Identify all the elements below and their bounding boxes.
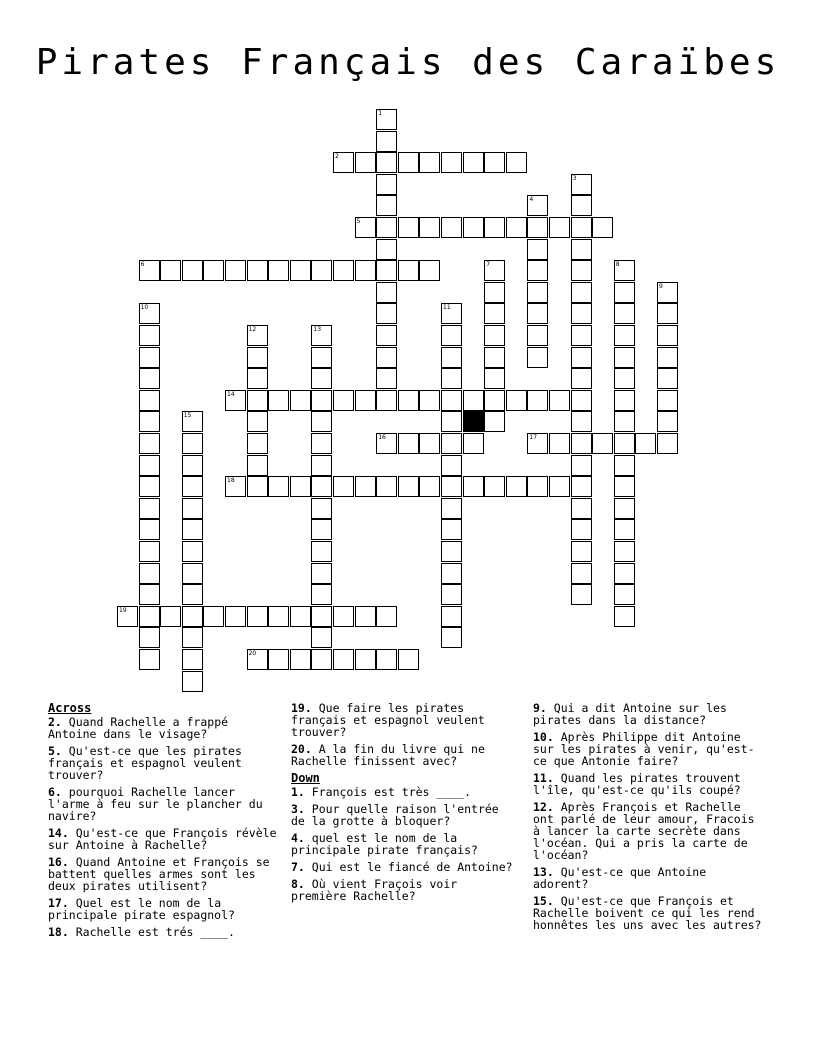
grid-cell[interactable]: [203, 260, 224, 281]
grid-cell[interactable]: [527, 476, 548, 497]
cell-number: 3: [572, 174, 577, 182]
grid-cell[interactable]: [139, 455, 160, 476]
grid-cell[interactable]: [484, 347, 505, 368]
grid-cell[interactable]: [614, 584, 635, 605]
grid-cell[interactable]: [182, 411, 203, 432]
grid-cell[interactable]: [614, 563, 635, 584]
grid-cell[interactable]: [139, 433, 160, 454]
grid-cell[interactable]: [398, 260, 419, 281]
grid-cell[interactable]: [376, 131, 397, 152]
cell-number: 8: [615, 261, 620, 269]
grid-cell[interactable]: [571, 563, 592, 584]
cell-number: 11: [443, 304, 451, 312]
grid-cell[interactable]: [182, 476, 203, 497]
grid-cell[interactable]: [549, 390, 570, 411]
down-heading: Down: [291, 771, 320, 785]
grid-cell[interactable]: [311, 606, 332, 627]
grid-cell[interactable]: [571, 347, 592, 368]
grid-cell[interactable]: [160, 260, 181, 281]
grid-cell[interactable]: [355, 476, 376, 497]
clue-across-2: 2. Quand Rachelle a frappé Antoine dans le visage?: [48, 715, 229, 741]
cell-number: 10: [140, 304, 149, 312]
grid-cell[interactable]: [527, 217, 548, 238]
grid-cell[interactable]: [182, 519, 203, 540]
cell-number: 9: [659, 282, 663, 290]
grid-cell[interactable]: [376, 195, 397, 216]
grid-cell[interactable]: [139, 541, 160, 562]
grid-cell[interactable]: [441, 627, 462, 648]
grid-cell[interactable]: [657, 325, 678, 346]
grid-cell[interactable]: [311, 411, 332, 432]
grid-cell[interactable]: [290, 606, 311, 627]
grid-cell[interactable]: [311, 368, 332, 389]
grid-cell[interactable]: [376, 282, 397, 303]
cell-number: 6: [140, 261, 145, 269]
grid-cell[interactable]: [571, 519, 592, 540]
cell-number: 12: [248, 326, 257, 333]
cell-number: 15: [183, 412, 192, 420]
grid-cell[interactable]: [376, 325, 397, 346]
grid-cell[interactable]: [311, 563, 332, 584]
grid-cell[interactable]: [484, 411, 505, 432]
grid-cell[interactable]: [571, 260, 592, 281]
grid-cell[interactable]: [549, 217, 570, 238]
grid-cell[interactable]: [311, 433, 332, 454]
grid-cell[interactable]: [484, 368, 505, 389]
clue-across-14: 14. Qu'est-ce que François révèle sur Antoine à Rachelle?: [48, 826, 277, 852]
cell-number: 14: [227, 390, 235, 398]
grid-cell[interactable]: [182, 455, 203, 476]
grid-cell[interactable]: [333, 390, 354, 411]
clue-down-3: 3. Pour quelle raison l'entrée de la grotte à bloquer?: [291, 802, 499, 828]
grid-cell[interactable]: [333, 649, 354, 670]
grid-cell[interactable]: [398, 649, 419, 670]
grid-cell[interactable]: [182, 541, 203, 562]
grid-cell[interactable]: [506, 390, 527, 411]
grid-cell[interactable]: [527, 195, 548, 216]
page-title: Pirates Français des Caraïbes: [35, 42, 781, 83]
grid-cell[interactable]: [333, 152, 354, 173]
clue-across-16: 16. Quand Antoine et François se battent quelles armes sont les deux pirates utilisent?: [48, 855, 270, 893]
grid-cell[interactable]: [247, 455, 268, 476]
grid-cell[interactable]: [571, 476, 592, 497]
grid-cell[interactable]: [527, 239, 548, 260]
grid-cell[interactable]: [247, 368, 268, 389]
grid-cell[interactable]: [441, 606, 462, 627]
grid-cell[interactable]: [527, 390, 548, 411]
cell-number: 2: [335, 153, 339, 161]
grid-cell[interactable]: [571, 217, 592, 238]
grid-cell[interactable]: [376, 303, 397, 324]
cell-number: 4: [529, 196, 534, 204]
grid-cell[interactable]: [247, 606, 268, 627]
grid-cell[interactable]: [506, 152, 527, 173]
grid-cell[interactable]: [139, 476, 160, 497]
grid-cell[interactable]: [139, 519, 160, 540]
grid-cell[interactable]: [225, 390, 246, 411]
grid-cell[interactable]: [311, 476, 332, 497]
grid-cell[interactable]: [614, 606, 635, 627]
grid-cell[interactable]: [376, 109, 397, 130]
grid-cell[interactable]: [139, 368, 160, 389]
grid-cell[interactable]: [484, 260, 505, 281]
grid-cell[interactable]: [657, 390, 678, 411]
clue-down-11: 11. Quand les pirates trouvent l'île, qu'est-ce qu'ils coupé?: [533, 771, 741, 797]
grid-cell[interactable]: [333, 476, 354, 497]
grid-cell[interactable]: [139, 411, 160, 432]
grid-cell[interactable]: [225, 260, 246, 281]
grid-cell[interactable]: [441, 217, 462, 238]
cell-number: 18: [227, 477, 235, 485]
cell-number: 16: [378, 434, 386, 441]
grid-cell[interactable]: [376, 476, 397, 497]
grid-cell[interactable]: [376, 174, 397, 195]
grid-cell[interactable]: [311, 347, 332, 368]
grid-cell[interactable]: [527, 325, 548, 346]
grid-cell[interactable]: [139, 563, 160, 584]
grid-cell[interactable]: [311, 541, 332, 562]
grid-cell[interactable]: [441, 368, 462, 389]
grid-cell[interactable]: [398, 152, 419, 173]
grid-cell[interactable]: [592, 217, 613, 238]
grid-cell[interactable]: [355, 390, 376, 411]
grid-cell[interactable]: [419, 476, 440, 497]
grid-cell[interactable]: [139, 584, 160, 605]
grid-cell[interactable]: [398, 476, 419, 497]
grid-cell[interactable]: [376, 390, 397, 411]
grid-cell[interactable]: [139, 627, 160, 648]
grid-cell[interactable]: [441, 303, 462, 324]
grid-cell[interactable]: [268, 649, 289, 670]
grid-cell[interactable]: [441, 455, 462, 476]
grid-cell[interactable]: [614, 303, 635, 324]
clue-down-13: 13. Qu'est-ce que Antoine adorent?: [533, 865, 707, 891]
grid-cell[interactable]: [139, 303, 160, 324]
grid-cell[interactable]: [247, 347, 268, 368]
grid-cell[interactable]: [355, 217, 376, 238]
grid-cell[interactable]: [527, 347, 548, 368]
grid-cell[interactable]: [441, 152, 462, 173]
grid-cell[interactable]: [268, 476, 289, 497]
grid-cell[interactable]: [484, 325, 505, 346]
grid-cell[interactable]: [463, 433, 484, 454]
grid-cell[interactable]: [203, 606, 224, 627]
grid-cell[interactable]: [614, 455, 635, 476]
grid-cell[interactable]: [139, 498, 160, 519]
grid-cell[interactable]: [160, 606, 181, 627]
clue-down-7: 7. Qui est le fiancé de Antoine?: [291, 860, 513, 874]
grid-cell[interactable]: [571, 368, 592, 389]
grid-cell[interactable]: [182, 627, 203, 648]
cell-number: 17: [529, 434, 538, 441]
grid-cell[interactable]: [311, 519, 332, 540]
grid-cell[interactable]: [657, 303, 678, 324]
grid-cell[interactable]: [527, 433, 548, 454]
grid-cell[interactable]: [441, 584, 462, 605]
grid-cell[interactable]: [571, 584, 592, 605]
grid-cell[interactable]: [247, 433, 268, 454]
grid-cell[interactable]: [441, 325, 462, 346]
grid-cell[interactable]: [657, 347, 678, 368]
grid-cell[interactable]: [441, 411, 462, 432]
grid-cell[interactable]: [614, 476, 635, 497]
grid-cell[interactable]: [290, 649, 311, 670]
clue-across-18: 18. Rachelle est trés ____.: [48, 925, 235, 939]
grid-cell[interactable]: [398, 433, 419, 454]
grid-cell[interactable]: [355, 260, 376, 281]
grid-cell[interactable]: [549, 476, 570, 497]
grid-cell[interactable]: [139, 260, 160, 281]
clues-column-3: [533, 700, 768, 936]
grid-cell[interactable]: [441, 519, 462, 540]
grid-cell[interactable]: [311, 584, 332, 605]
grid-cell[interactable]: [441, 347, 462, 368]
grid-cell[interactable]: [311, 649, 332, 670]
grid-cell[interactable]: [484, 390, 505, 411]
grid-cell[interactable]: [571, 303, 592, 324]
grid-cell[interactable]: [268, 260, 289, 281]
grid-cell[interactable]: [419, 152, 440, 173]
grid-cell[interactable]: [247, 260, 268, 281]
clue-down-9: 9. Qui a dit Antoine sur les pirates dans la distance?: [533, 701, 727, 727]
grid-cell[interactable]: [268, 390, 289, 411]
grid-cell[interactable]: [398, 390, 419, 411]
grid-cell[interactable]: [657, 411, 678, 432]
grid-cell[interactable]: [506, 476, 527, 497]
grid-cell[interactable]: [376, 239, 397, 260]
grid-cell[interactable]: [182, 606, 203, 627]
grid-cell[interactable]: [527, 282, 548, 303]
grid-cell[interactable]: [290, 390, 311, 411]
grid-cell[interactable]: [614, 433, 635, 454]
grid-cell[interactable]: [441, 476, 462, 497]
grid-cell[interactable]: [614, 541, 635, 562]
grid-cell[interactable]: [376, 606, 397, 627]
clue-down-4: 4. quel est le nom de la principale pirate français?: [291, 831, 478, 857]
clue-across-19: 19. Que faire les pirates français et espagnol veulent trouver?: [291, 701, 485, 739]
grid-cell[interactable]: [571, 455, 592, 476]
grid-cell[interactable]: [657, 368, 678, 389]
grid-cell[interactable]: [614, 498, 635, 519]
grid-cell[interactable]: [549, 433, 570, 454]
grid-cell[interactable]: [376, 347, 397, 368]
grid-cell[interactable]: [398, 217, 419, 238]
grid-cell[interactable]: [355, 649, 376, 670]
grid-cell[interactable]: [419, 260, 440, 281]
grid-cell[interactable]: [247, 390, 268, 411]
grid-cell[interactable]: [376, 260, 397, 281]
grid-cell[interactable]: [139, 606, 160, 627]
grid-cell[interactable]: [571, 174, 592, 195]
black-cell: [463, 411, 484, 432]
grid-cell[interactable]: [527, 260, 548, 281]
grid-cell[interactable]: [139, 390, 160, 411]
grid-cell[interactable]: [376, 368, 397, 389]
grid-cell[interactable]: [463, 476, 484, 497]
grid-cell[interactable]: [571, 541, 592, 562]
grid-cell[interactable]: [614, 519, 635, 540]
grid-cell[interactable]: [182, 671, 203, 692]
grid-cell[interactable]: [441, 390, 462, 411]
clue-down-10: 10. Après Philippe dit Antoine sur les pirates à venir, qu'est-ce que Antonie faire?: [533, 730, 755, 768]
clue-across-5: 5. Qu'est-ce que les pirates français et espagnol veulent trouver?: [48, 744, 242, 782]
clue-across-20: 20. A la fin du livre qui ne Rachelle finissent avec?: [291, 742, 485, 768]
grid-cell[interactable]: [311, 627, 332, 648]
grid-cell[interactable]: [484, 476, 505, 497]
cell-number: 5: [356, 218, 361, 225]
cell-number: 19: [119, 606, 127, 614]
grid-cell[interactable]: [614, 282, 635, 303]
grid-cell[interactable]: [376, 152, 397, 173]
grid-cell[interactable]: [333, 260, 354, 281]
grid-cell[interactable]: [571, 325, 592, 346]
grid-cell[interactable]: [376, 217, 397, 238]
grid-cell[interactable]: [527, 303, 548, 324]
grid-cell[interactable]: [657, 433, 678, 454]
grid-cell[interactable]: [355, 152, 376, 173]
grid-cell[interactable]: [614, 325, 635, 346]
grid-cell[interactable]: [290, 260, 311, 281]
grid-cell[interactable]: [571, 390, 592, 411]
grid-cell[interactable]: [182, 260, 203, 281]
grid-cell[interactable]: [182, 584, 203, 605]
grid-cell[interactable]: [311, 260, 332, 281]
grid-cell[interactable]: [571, 239, 592, 260]
across-list-1: [48, 716, 280, 938]
grid-cell[interactable]: [441, 541, 462, 562]
clue-across-6: 6. pourquoi Rachelle lancer l'arme à feu sur le plancher du navire?: [48, 785, 263, 823]
grid-cell[interactable]: [311, 498, 332, 519]
grid-cell[interactable]: [247, 476, 268, 497]
clue-down-15: 15. Qu'est-ce que François et Rachelle boivent ce qui les rend honnêtes les uns avec les autres?: [533, 894, 762, 932]
grid-cell[interactable]: [441, 433, 462, 454]
grid-cell[interactable]: [484, 152, 505, 173]
grid-cell[interactable]: [419, 390, 440, 411]
clue-down-8: 8. Où vient Fraçois voir première Rachelle?: [291, 877, 458, 903]
cell-number: 20: [248, 650, 257, 657]
grid-cell[interactable]: [376, 649, 397, 670]
grid-cell[interactable]: [635, 433, 656, 454]
grid-cell[interactable]: [311, 325, 332, 346]
clue-down-12: 12. Après François et Rachelle ont parlé de leur amour, Fracois à lancer la carte secrète dans l'océan. Qui a pris la carte de l'océan?: [533, 800, 755, 862]
grid-cell[interactable]: [225, 606, 246, 627]
grid-cell[interactable]: [247, 325, 268, 346]
grid-cell[interactable]: [182, 498, 203, 519]
across-heading: Across: [48, 701, 92, 715]
grid-cell[interactable]: [571, 498, 592, 519]
clues-column-2: [291, 700, 516, 907]
grid-cell[interactable]: [139, 347, 160, 368]
grid-cell[interactable]: [247, 411, 268, 432]
grid-cell[interactable]: [311, 390, 332, 411]
grid-cell[interactable]: [441, 498, 462, 519]
grid-cell[interactable]: [463, 217, 484, 238]
grid-cell[interactable]: [376, 433, 397, 454]
grid-cell[interactable]: [117, 606, 138, 627]
grid-cell[interactable]: [268, 606, 289, 627]
grid-cell[interactable]: [419, 217, 440, 238]
cell-number: 1: [378, 110, 383, 117]
grid-cell[interactable]: [592, 433, 613, 454]
grid-cell[interactable]: [614, 411, 635, 432]
grid-cell[interactable]: [571, 433, 592, 454]
grid-cell[interactable]: [484, 282, 505, 303]
grid-cell[interactable]: [614, 347, 635, 368]
grid-cell[interactable]: [225, 476, 246, 497]
grid-cell[interactable]: [139, 649, 160, 670]
grid-cell[interactable]: [614, 260, 635, 281]
grid-cell[interactable]: [355, 606, 376, 627]
grid-cell[interactable]: [614, 390, 635, 411]
grid-cell[interactable]: [657, 282, 678, 303]
grid-cell[interactable]: [333, 606, 354, 627]
grid-cell[interactable]: [484, 303, 505, 324]
grid-cell[interactable]: [614, 368, 635, 389]
grid-cell[interactable]: [311, 455, 332, 476]
cell-number: 13: [313, 326, 322, 333]
grid-cell[interactable]: [290, 476, 311, 497]
grid-cell[interactable]: [506, 217, 527, 238]
grid-cell[interactable]: [247, 649, 268, 670]
grid-cell[interactable]: [484, 217, 505, 238]
grid-cell[interactable]: [571, 195, 592, 216]
clues-column-1: [48, 700, 280, 943]
grid-cell[interactable]: [571, 411, 592, 432]
grid-cell[interactable]: [182, 433, 203, 454]
grid-cell[interactable]: [571, 282, 592, 303]
grid-cell[interactable]: [463, 390, 484, 411]
grid-cell[interactable]: [182, 563, 203, 584]
clue-down-1: 1. François est très ____.: [291, 785, 472, 799]
cell-number: 7: [486, 261, 491, 269]
grid-cell[interactable]: [419, 433, 440, 454]
clue-across-17: 17. Quel est le nom de la principale pirate espagnol?: [48, 896, 235, 922]
grid-cell[interactable]: [182, 649, 203, 670]
grid-cell[interactable]: [463, 152, 484, 173]
grid-cell[interactable]: [441, 563, 462, 584]
grid-cell[interactable]: [139, 325, 160, 346]
